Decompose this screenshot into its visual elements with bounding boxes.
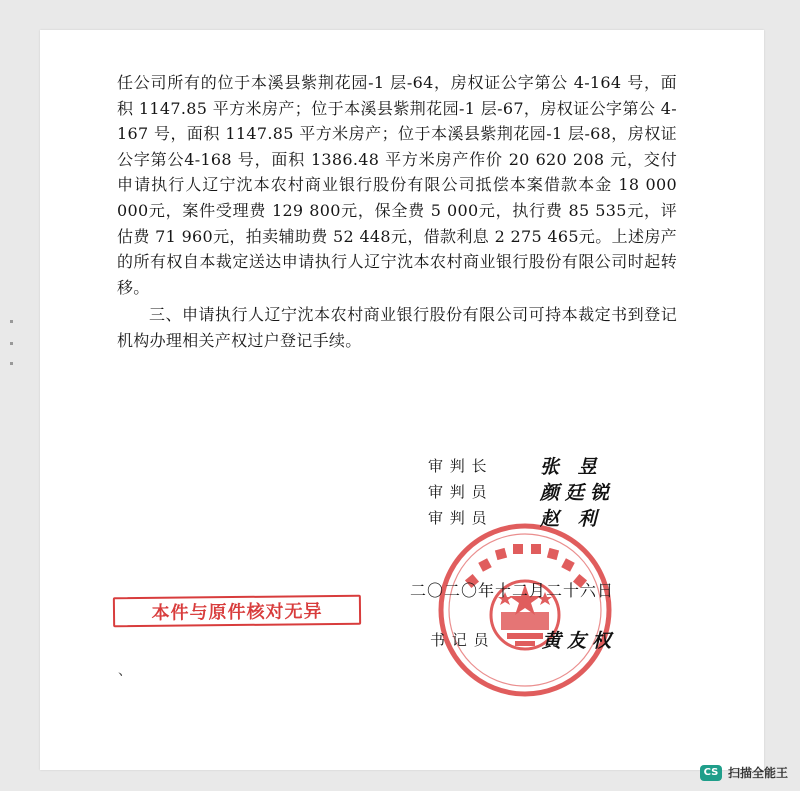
signature-row-judge-1 — [428, 478, 615, 504]
signature-row-chief-judge — [428, 452, 603, 478]
signature-title: 审 判 员 — [428, 508, 488, 527]
signature-name: 赵 利 — [540, 507, 603, 530]
scanner-watermark — [700, 764, 788, 781]
scan-speck: 、 — [118, 663, 132, 679]
scanner-logo-icon: CS — [700, 765, 722, 781]
clerk-name: 黄友权 — [542, 630, 618, 652]
margin-mark — [10, 342, 13, 345]
paragraph-continuation: 任公司所有的位于本溪县紫荆花园-1 层-64，房权证公字第公 4-164 号，面积 1147.85 平方米房产；位于本溪县紫荆花园-1 层-67，房权证公字第公 4-167 号，面积 1147.85 平方米房产；位于本溪县紫荆花园-1 层-68，房权证公字第公4-168 号，面积 1386.48 平方米房产作价 20 620 208 元，交付申请执行人辽宁沈本农村商业银行股份有限公司抵偿本案借款本金 18 000 000元，案件受理费 129 800元，保全费 5 000元，执行费 85 535元，评估费 71 960元，拍卖辅助费 52 448元，借款利息 2 275 465元。上述房产的所有权自本裁定送达申请执行人辽宁沈本农村商业银行股份有限公司时起转移。 — [117, 73, 677, 297]
signature-row-clerk — [430, 626, 617, 653]
signature-title: 审 判 长 — [428, 456, 488, 475]
ruling-date: 二〇二〇年十二月二十六日 — [410, 581, 615, 600]
clerk-title: 书 记 员 — [430, 631, 490, 649]
scanner-app-name: 扫描全能王 — [727, 766, 788, 780]
signature-title: 审 判 员 — [428, 482, 488, 501]
verification-stamp: 本件与原件核对无异 — [113, 595, 361, 628]
margin-mark — [10, 362, 13, 365]
signature-name: 张 昱 — [540, 455, 603, 478]
signature-row-judge-2 — [428, 504, 603, 530]
court-seal-icon — [435, 520, 618, 700]
document-body — [117, 70, 677, 354]
margin-mark — [10, 320, 13, 323]
paragraph-item-three: 三、申请执行人辽宁沈本农村商业银行股份有限公司可持本裁定书到登记机构办理相关产权过户登记手续。 — [117, 305, 677, 350]
signature-name: 颜廷锐 — [540, 481, 616, 504]
